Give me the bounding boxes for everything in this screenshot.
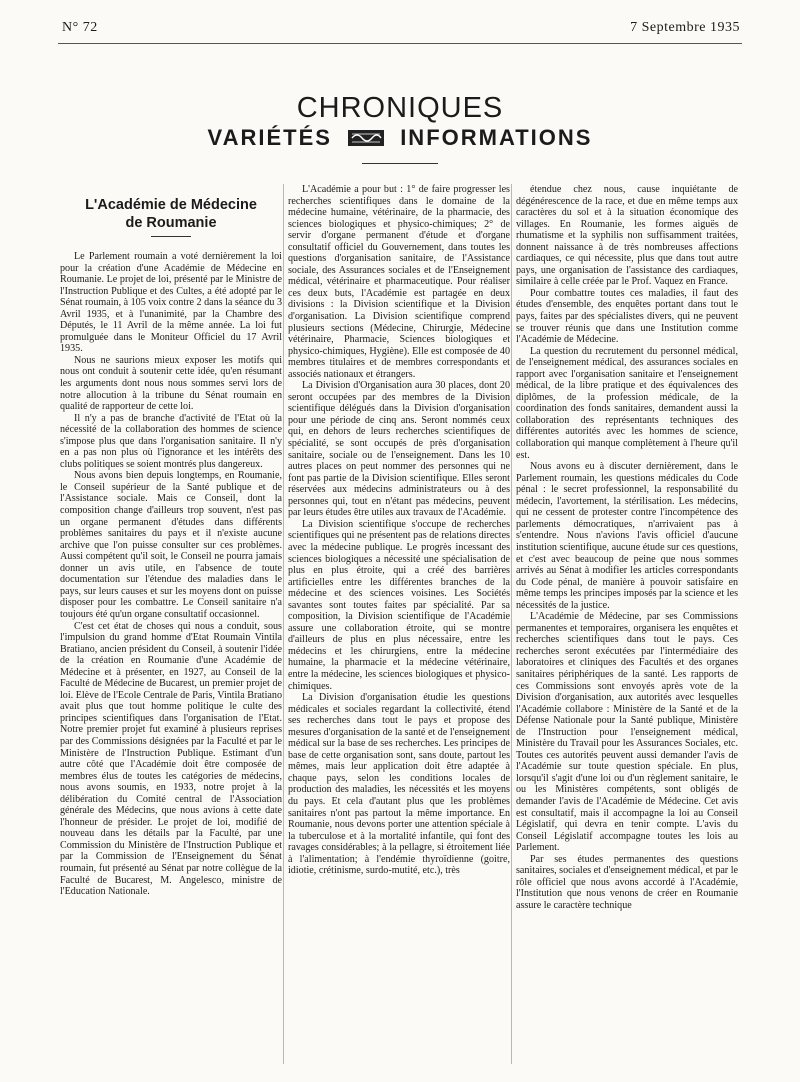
column-2 (288, 184, 510, 877)
column-separator (511, 184, 512, 1064)
masthead-rule (362, 163, 438, 164)
masthead-title: CHRONIQUES (296, 92, 504, 124)
masthead-right: INFORMATIONS (400, 125, 593, 151)
paragraph: C'est cet état de choses qui nous a conduit, sous l'impulsion du grand homme d'Etat Roumain Vintila Bratiano, ancien président du Conseil, à soutenir l'idée de la création en Roumanie d'une Académie de Médecine et à présenter, en 1927, au Conseil de la Faculté de Médecine de Bucarest, un premier projet de loi. Elève de l'Ecole Centrale de Paris, Vintila Bratiano avait plus que tout homme politique le culte des principes scientifiques dans l'organisation de l'Etat. Notre premier projet fut examiné à plusieurs reprises par des Commissions désignées par la Faculté et par le Ministère de l'Instruction Publique. Estimant d'un autre côté que l'Académie doit être composée de membres élus de toutes les catégories de médecins, nous avons soumis, en 1933, notre projet à la délibération du Comité central de l'Association générale des Médecins, que nous avions à cette date l'honneur de présider. Le projet de loi, modifié de nouveau dans les détails par la Faculté, par une Commission du Ministère de l'Instruction Publique et par la Commission de l'Enseignement du Sénat roumain, fut présenté au Sénat par notre collègue de la Faculté de Bucarest, M. Angelesco, ministre de l'Education Nationale. (60, 620, 282, 898)
header-rule (58, 43, 742, 44)
column-3 (516, 184, 738, 911)
masthead-ornament-icon (348, 130, 384, 146)
masthead-subtitle (0, 124, 800, 151)
paragraph: Il n'y a pas de branche d'activité de l'Etat où la nécessité de la collaboration des hommes de science s'impose plus que dans l'organisation sanitaire. Il n'y en a pas non plus où l'ignorance et les intérêts des clubs politiques se soient montrés plus dangereux. (60, 412, 282, 470)
issue-date: 7 Septembre 1935 (630, 20, 740, 35)
article-title-rule (151, 236, 191, 237)
column-separator (283, 184, 284, 1064)
paragraph: La Division d'organisation étudie les questions médicales et sociales regardant la collectivité, étend ses recherches dans tout le pays et propose des mesures d'organisation de la santé et de l'enseignement médical sur la base de ses recherches. Les principes de base de cette organisation sont, sans doute, partout les mêmes, mais leur application doit être adaptée à chaque pays, selon les conditions locales de production des maladies, les nécessités et les moyens du pays. Et cela d'autant plus que les problèmes sanitaires n'ont pas partout la même importance. En Roumanie, nous devons porter une attention spéciale à la tuberculose et à la mortalité infantile, qui font des ravages considérables; à la pellagre, si étroitement liée à l'alimentation; à l'endémie thyroïdienne (goitre, idiotie, crétinisme, surdo-mutité, etc.), très (288, 692, 510, 877)
article-title (60, 196, 282, 232)
paragraph: Par ses études permanentes des questions sanitaires, sociales et d'enseignement médical, et par le rôle officiel que nous avons accordé à l'Académie, l'Institution que nous venons de créer en Roumanie assure le caractère technique (516, 853, 738, 911)
paragraph: L'Académie de Médecine, par ses Commissions permanentes et temporaires, organisera les enquêtes et recherches scientifiques dans tout le pays. Ces recherches seront exécutées par l'intermédiaire des laboratoires et cliniques des Facultés et des organes sanitaires périphériques de la santé. Les rapports de ces Commissions sont envoyés après vote de la Division d'organisation, aux autorités avec lesquelles l'Académie collabore : Ministère de la Santé et de la Défense Nationale pour la Santé publique, Ministère de l'Instruction pour l'enseignement médical, Ministère du Travail pour les Assurances Sociales, etc. Toutes ces autorités peuvent aussi demander l'avis de l'Académie sur toute question spéciale. En plus, lorsqu'il s'agit d'une loi ou d'un règlement sanitaire, le ou les Ministères compétents, sont obligés de demander l'avis de l'Académie de Médecine. Cet avis est consultatif, mais il accompagne la loi au Conseil Législatif, qui devra en tenir compte. L'avis du Conseil Législatif accompagne toutes les lois au Parlement. (516, 611, 738, 854)
paragraph: Nous ne saurions mieux exposer les motifs qui nous ont conduit à soutenir cette idée, qu'en résumant les arguments dont nous nous sommes servi lors de notre allocution à la tribune du Sénat roumain en qualité de rapporteur de cette loi. (60, 354, 282, 413)
paragraph: La Division scientifique s'occupe de recherches scientifiques qui ne présentent pas de relations directes avec la médecine publique. Le progrès incessant des sciences biologiques a nécessité une spécialisation de plus en plus étroite, qui a créé des barrières artificielles entre les différentes branches de la médecine et des sciences voisines. Les Sociétés savantes sont toutes faites par spécialité. Par sa composition, la Division scientifique de l'Académie assure une collaboration étroite, qui se montre d'ailleurs de plus en plus nécessaire, entre les médecins et les chirurgiens, entre la médecine humaine, la pharmacie et la médecine vétérinaire, entre la médecine, les sciences biologiques et physico-chimiques. (288, 518, 510, 692)
paragraph: La question du recrutement du personnel médical, de l'enseignement médical, des assurances sociales en rapport avec l'organisation sanitaire et l'enseignement médical, de la libre pratique et des équivalences des diplômes, de la profession médicale, de la coordination des fonds sanitaires, demandent aussi la collaboration des représentants techniques des différentes autorités avec les hommes de science, collaboration qui manque complètement à l'heure qu'il est. (516, 345, 738, 461)
article-title-line-1: L'Académie de Médecine (85, 197, 257, 213)
column-1 (60, 196, 282, 898)
paragraph: Nous avons eu à discuter dernièrement, dans le Parlement roumain, les questions médicales du Code pénal : le secret professionnel, la responsabilité du médecin, l'avortement, la stérilisation. Les médecins, qui ne cessent de protester contre l'incompétence des parlements démocratiques, n'arrivaient pas à s'entendre. Nous n'avions l'avis officiel d'aucune institution scientifique, aucune étude sur ces questions, et c'est avec beaucoup de peine que nous sommes arrivés au Sénat à modifier les articles correspondants du Code pénal, de manière à pouvoir satisfaire en même temps les principes imposés par la science et les nécessités de la justice. (516, 461, 739, 611)
paragraph: Nous avons bien depuis longtemps, en Roumanie, le Conseil supérieur de la Santé publique et de l'Assistance sociale. Mais ce Conseil, dont la composition change d'ailleurs trop souvent, n'est pas un organe permanent d'études dans différents problèmes sanitaires du pays et il n'existe aucune archive que l'on puisse consulter sur ces problèmes. Aussi compétent qu'il soit, le Conseil ne pourra jamais donner un avis utile, en l'absence de toute documentation sur l'étendue des maladies dans le pays, sur leurs causes et sur les moyens dont on puisse disposer pour les combattre. Le Conseil sanitaire n'a toujours été qu'un organe consultatif occasionnel. (60, 470, 282, 620)
masthead-left: VARIÉTÉS (207, 125, 332, 151)
paragraph: Le Parlement roumain a voté dernièrement la loi pour la création d'une Académie de Médecine en Roumanie. Le projet de loi, présenté par le Ministre de l'Instruction Publique et des Cultes, a été adopté par le Sénat roumain, à 105 voix contre 2 dans la séance du 3 Avril 1935, et à l'unanimité, par la Chambre des Députés, le 11 Avril de la même année. La loi fut promulguée dans le Moniteur Officiel du 17 Avril 1935. (60, 251, 282, 355)
paragraph: L'Académie a pour but : 1° de faire progresser les recherches scientifiques dans le domaine de la médecine humaine, vétérinaire, de la pharmacie, des sciences biologiques et physico-chimiques; 2° de servir d'organe permanent d'étude et d'organe consultatif officiel du Gouvernement, dans toutes les questions d'organisation sanitaire, de l'Assistance sociale, des Assurances sociales et de l'Enseignement médical, vétérinaire et pharmaceutique. Pour réaliser ces deux buts, l'Académie est partagée en deux divisions : la Division scientifique et la Division d'organisation. La Division scientifique comprend plusieurs sections (Médecine, Chirurgie, Médecine vétérinaire, Pharmacie, Sciences biologiques et physico-chimiques, Hygiène). Elle est composée de 40 membres titulaires et de membres correspondants et associés nationaux et étrangers. (288, 184, 510, 380)
paragraph: La Division d'Organisation aura 30 places, dont 20 seront occupées par des membres de la Division scientifique délégués dans la Division d'organisation pour une période de cinq ans. Seront nommés ceux qui, en dehors de leurs recherches scientifiques de spécialité, se sont occupés de près d'organisation sanitaire, sociale ou de l'enseignement. Dans les 10 autres places on peut nommer des personnes qui ne font pas partie de la Division scientifique. Elles seront réservées aux médecins administrateurs ou à des personnes qui, tout en n'étant pas médecins, peuvent par leurs études être utiles aux travaux de l'Académie. (288, 380, 510, 519)
article-title-line-2: de Roumanie (125, 215, 217, 231)
paragraph: étendue chez nous, cause inquiétante de dégénérescence de la race, et due en même temps aux caractères du sol et à la situation économique des villages. En Roumanie, les formes aiguës de rhumatisme et la syphilis non suffisamment traitées, donnent naissance à de très nombreuses affections cardiaques, ce qui nécessite, plus que dans tout autre pays, une organisation de l'assistance des cardiaques, similaire à celle créée par le Prof. Vaquez en France. (516, 184, 738, 288)
paragraph: Pour combattre toutes ces maladies, il faut des études d'ensemble, des enquêtes portant dans tout le pays, faites par des spécialistes divers, qui ne peuvent se trouver réunis que dans une Institution comme l'Académie de Médecine. (516, 287, 738, 346)
issue-number: N° 72 (62, 20, 98, 35)
